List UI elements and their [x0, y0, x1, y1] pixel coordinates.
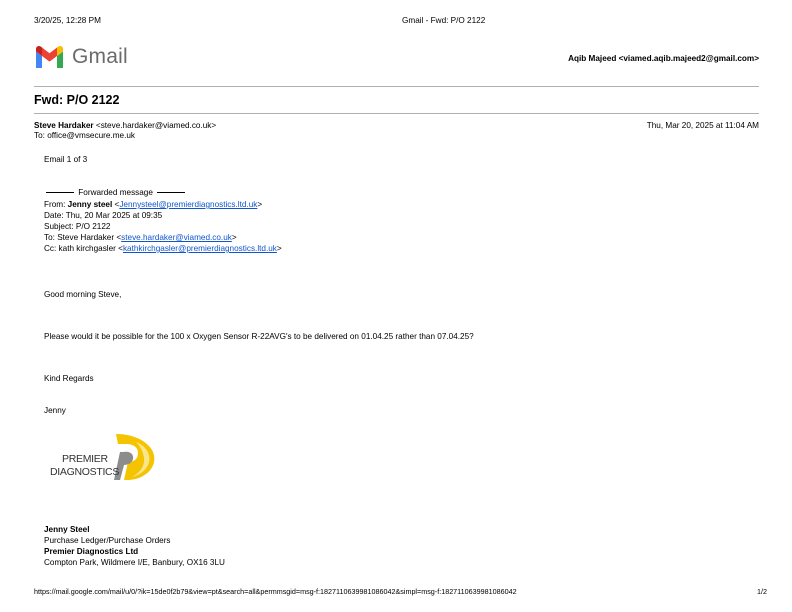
divider: [34, 113, 759, 114]
to-label: To: Steve Hardaker <: [44, 233, 122, 242]
signature-address: Compton Park, Wildmere I/E, Banbury, OX16 3LU: [44, 558, 225, 567]
signature-company: Premier Diagnostics Ltd: [44, 547, 139, 556]
greeting: Good morning Steve,: [44, 290, 122, 299]
premier-diagnostics-logo: [48, 432, 158, 484]
request-text: Please would it be possible for the 100 x Oxygen Sensor R-22AVG's to be delivered on 01.04.25 rather than 07.04.25?: [44, 332, 474, 341]
forwarded-date: Date: Thu, 20 Mar 2025 at 09:35: [44, 211, 163, 220]
page-number: 1/2: [757, 587, 767, 596]
from-email-link[interactable]: Jennysteel@premierdiagnostics.ltd.uk: [119, 200, 258, 209]
forwarded-cc: [44, 244, 282, 254]
sender-line: [34, 121, 216, 131]
signature-role: Purchase Ledger/Purchase Orders: [44, 536, 171, 545]
sign-off-name: Jenny: [44, 406, 66, 415]
forwarded-subject: Subject: P/O 2122: [44, 222, 111, 231]
sender-name: Steve Hardaker: [34, 121, 94, 130]
dash: [46, 192, 74, 193]
signature-name: Jenny Steel: [44, 525, 90, 534]
from-label: From:: [44, 200, 68, 209]
bracket: >: [231, 233, 237, 242]
divider: [34, 86, 759, 87]
gmail-wordmark: Gmail: [72, 45, 128, 68]
email-subject: Fwd: P/O 2122: [34, 93, 120, 107]
forwarded-label: Forwarded message: [78, 188, 153, 197]
print-url: https://mail.google.com/mail/u/0/?ik=15de0f2b79&view=pt&search=all&permmsgid=msg-f:1827110639981086042&simpl=msg-f:1827110639981086042: [34, 587, 517, 596]
logo-line1: PREMIER: [62, 453, 108, 465]
forwarded-header: [44, 188, 187, 198]
bracket: <: [112, 200, 120, 209]
cc-email-link[interactable]: kathkirchgasler@premierdiagnostics.ltd.uk: [122, 244, 277, 253]
forwarded-from: [44, 200, 262, 210]
dash: [157, 192, 185, 193]
forwarded-to: [44, 233, 237, 243]
from-name: Jenny steel: [67, 200, 113, 209]
closing: Kind Regards: [44, 374, 94, 383]
gmail-logo-icon: [34, 44, 65, 68]
print-title: Gmail - Fwd: P/O 2122: [402, 16, 486, 25]
recipient-line: To: office@vmsecure.me.uk: [34, 131, 135, 140]
to-email-link[interactable]: steve.hardaker@viamed.co.uk: [121, 233, 232, 242]
email-count: Email 1 of 3: [44, 155, 88, 164]
message-date: Thu, Mar 20, 2025 at 11:04 AM: [646, 121, 759, 130]
cc-label: Cc: kath kirchgasler <: [44, 244, 123, 253]
sender-email: <steve.hardaker@viamed.co.uk>: [95, 121, 217, 130]
account-email: Aqib Majeed <viamed.aqib.majeed2@gmail.com>: [568, 54, 759, 63]
bracket: >: [276, 244, 282, 253]
logo-line2: DIAGNOSTICS: [50, 466, 120, 478]
print-datetime: 3/20/25, 12:28 PM: [34, 16, 101, 25]
bracket: >: [257, 200, 263, 209]
